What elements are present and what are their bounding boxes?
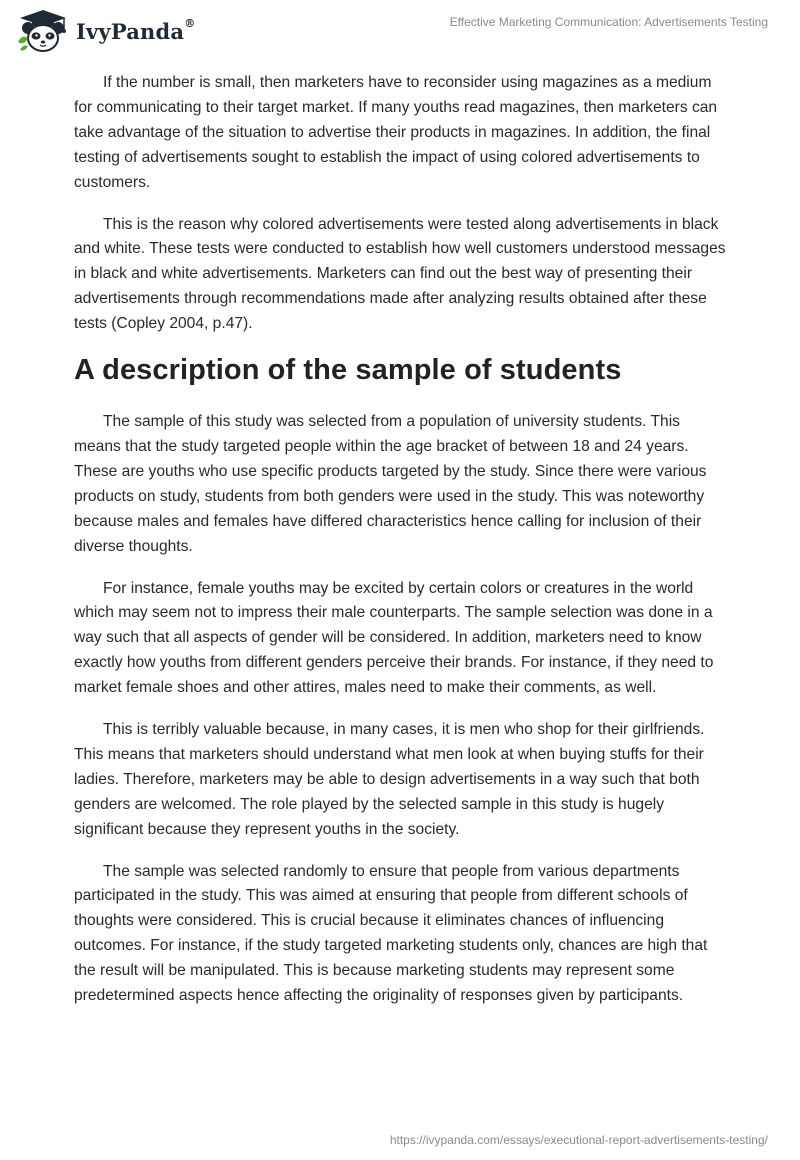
section-heading: A description of the sample of students (74, 354, 622, 387)
source-url-link[interactable]: https://ivypanda.com/essays/executional-report-advertisements-testing/ (389, 1133, 768, 1147)
paragraph: The sample was selected randomly to ensure that people from various departments participated in the study. This was aimed at ensuring that people from different schools of thoughts were considered. This is crucial because it eliminates chances of influencing outcomes. For instance, if the study targeted marketing students only, chances are high that the result will be manipulated. This is because marketing students may represent some predetermined aspects hence affecting the originality of responses given by participants. (74, 862, 708, 1005)
registered-mark: ® (184, 16, 196, 30)
paragraph: For instance, female youths may be excited by certain colors or creatures in the world which may seem not to impress their male counterparts. The sample selection was done in a way such that all aspects of gender will be considered. In addition, marketers need to know exactly how youths from different genders perceive their brands. For instance, if they need to market female shoes and other attires, males need to make their comments, as well. (74, 579, 714, 697)
article-body (74, 71, 730, 1026)
brand-name: IvyPanda (76, 18, 185, 44)
panda-graduation-cap-icon (14, 8, 72, 54)
document-title: Effective Marketing Communication: Advertisements Testing (449, 15, 768, 29)
paragraph: This is the reason why colored advertisements were tested along advertisements in black and white. These tests were conducted to establish how well customers understood messages in black and white advertisements. Marketers can find out the best way of presenting their advertisements through recommendations made after analyzing results obtained after these tests (Copley 2004, p.47). (74, 215, 726, 333)
paragraph: The sample of this study was selected from a population of university students. This means that the study targeted people within the age bracket of between 18 and 24 years. These are youths who use specific products targeted by the study. Since there were various products on study, students from both genders were used in the study. This was noteworthy because males and females have differed characteristics hence calling for inclusion of their diverse thoughts. (74, 413, 707, 555)
ivypanda-logo[interactable] (14, 8, 195, 54)
paragraph: This is terribly valuable because, in many cases, it is men who shop for their girlfriends. This means that marketers should understand what men look at when buying stuffs for their ladies. Therefore, marketers may be able to design advertisements in a way such that both genders are welcomed. The role played by the selected sample in this study is hugely significant because they represent youths in the society. (74, 721, 705, 838)
paragraph: If the number is small, then marketers have to reconsider using magazines as a medium for communicating to their target market. If many youths read magazines, then marketers can take advantage of the situation to advertise their products in magazines. In addition, the final testing of advertisements sought to establish the impact of using colored advertisements to customers. (74, 74, 718, 191)
page-header (0, 0, 800, 60)
